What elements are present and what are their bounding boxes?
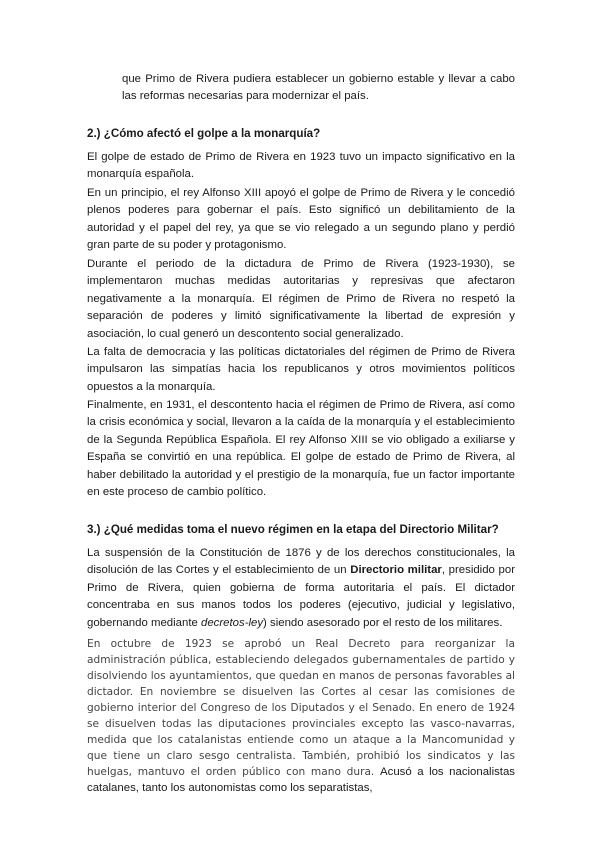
section3-heading: 3.) ¿Qué medidas toma el nuevo régimen en la etapa del Directorio Militar?	[87, 523, 499, 536]
section3-p2-text-b: Acusó a los nacionalistas catalanes, tanto los autonomistas como los separatistas,	[87, 766, 515, 794]
section3-p1-text-b: , presidido por Primo de Rivera, quien gobierna de forma autoritaria el país. El dictador concentraba en sus manos todos los poderes (ejecutivo, judicial y legislativo, gobernando mediante	[87, 564, 515, 629]
intro-continuation: que Primo de Rivera pudiera establecer un gobierno estable y llevar a cabo las reformas necesarias para modernizar el país.	[122, 73, 515, 103]
section2-paragraph-2: En un principio, el rey Alfonso XIII apoyó el golpe de Primo de Rivera y le concedió plenos poderes para gobernar el país. Esto significó un debilitamiento de la autoridad y el papel del rey, ya que se vio relegado a un segundo plano y perdió gran parte de su poder y protagonismo.	[87, 187, 515, 252]
section2-paragraph-3: Durante el periodo de la dictadura de Primo de Rivera (1923-1930), se implementaron muchas medidas autoritarias y represivas que afectaron negativamente a la monarquía. El régimen de Primo de Rivera no respetó la separación de poderes y limitó significativamente la libertad de expresión y asociación, lo cual generó un descontento social generalizado.	[87, 258, 515, 340]
section3-paragraph-1	[87, 545, 515, 632]
section3-p2-text-a: En octubre de 1923 se aprobó un Real Decreto para reorganizar la administración pública, estableciendo delegados gubernamentales de partido y disolviendo los ayuntamientos, que quedan en manos de personas favorables al dictador. En noviembre se disuelven las Cortes al cesar las comisiones de gobierno interior del Congreso de los Diputados y el Senado. En enero de 1924 se disuelven todas las diputaciones provinciales excepto las vasco-navarras, medida que los catalanistas entiende como un ataque a la Mancomunidad y que tiene un claro sesgo centralista. También, prohibió los sindicatos y las huelgas, mantuvo el orden público con mano dura.	[87, 638, 515, 778]
directorio-militar-term: Directorio militar	[350, 564, 442, 577]
decretos-ley-term: decretos-ley	[201, 616, 264, 629]
section2-paragraph-5: Finalmente, en 1931, el descontento hacia el régimen de Primo de Rivera, así como la crisis económica y social, llevaron a la caída de la monarquía y el establecimiento de la Segunda República Española. El rey Alfonso XIII se vio obligado a exiliarse y España se convirtió en una república. El golpe de estado de Primo de Rivera, al haber debilitado la autoridad y el prestigio de la monarquía, fue un factor importante en este proceso de cambio político.	[87, 399, 515, 499]
section3-p1-text-a: La suspensión de la Constitución de 1876 y de los derechos constitucionales, la disolución de las Cortes y el establecimiento de un	[87, 547, 515, 577]
section2-paragraph-4: La falta de democracia y las políticas dictatoriales del régimen de Primo de Rivera impulsaron las simpatías hacia los republicanos y otros movimientos políticos opuestos a la monarquía.	[87, 346, 515, 393]
section2-heading: 2.) ¿Cómo afectó el golpe a la monarquía?	[87, 127, 321, 140]
section3-paragraph-2	[87, 636, 515, 796]
section3-p1-text-c: ) siendo asesorado por el resto de los militares.	[263, 616, 503, 629]
section2-paragraph-1: El golpe de estado de Primo de Rivera en 1923 tuvo un impacto significativo en la monarquía española.	[87, 151, 515, 181]
